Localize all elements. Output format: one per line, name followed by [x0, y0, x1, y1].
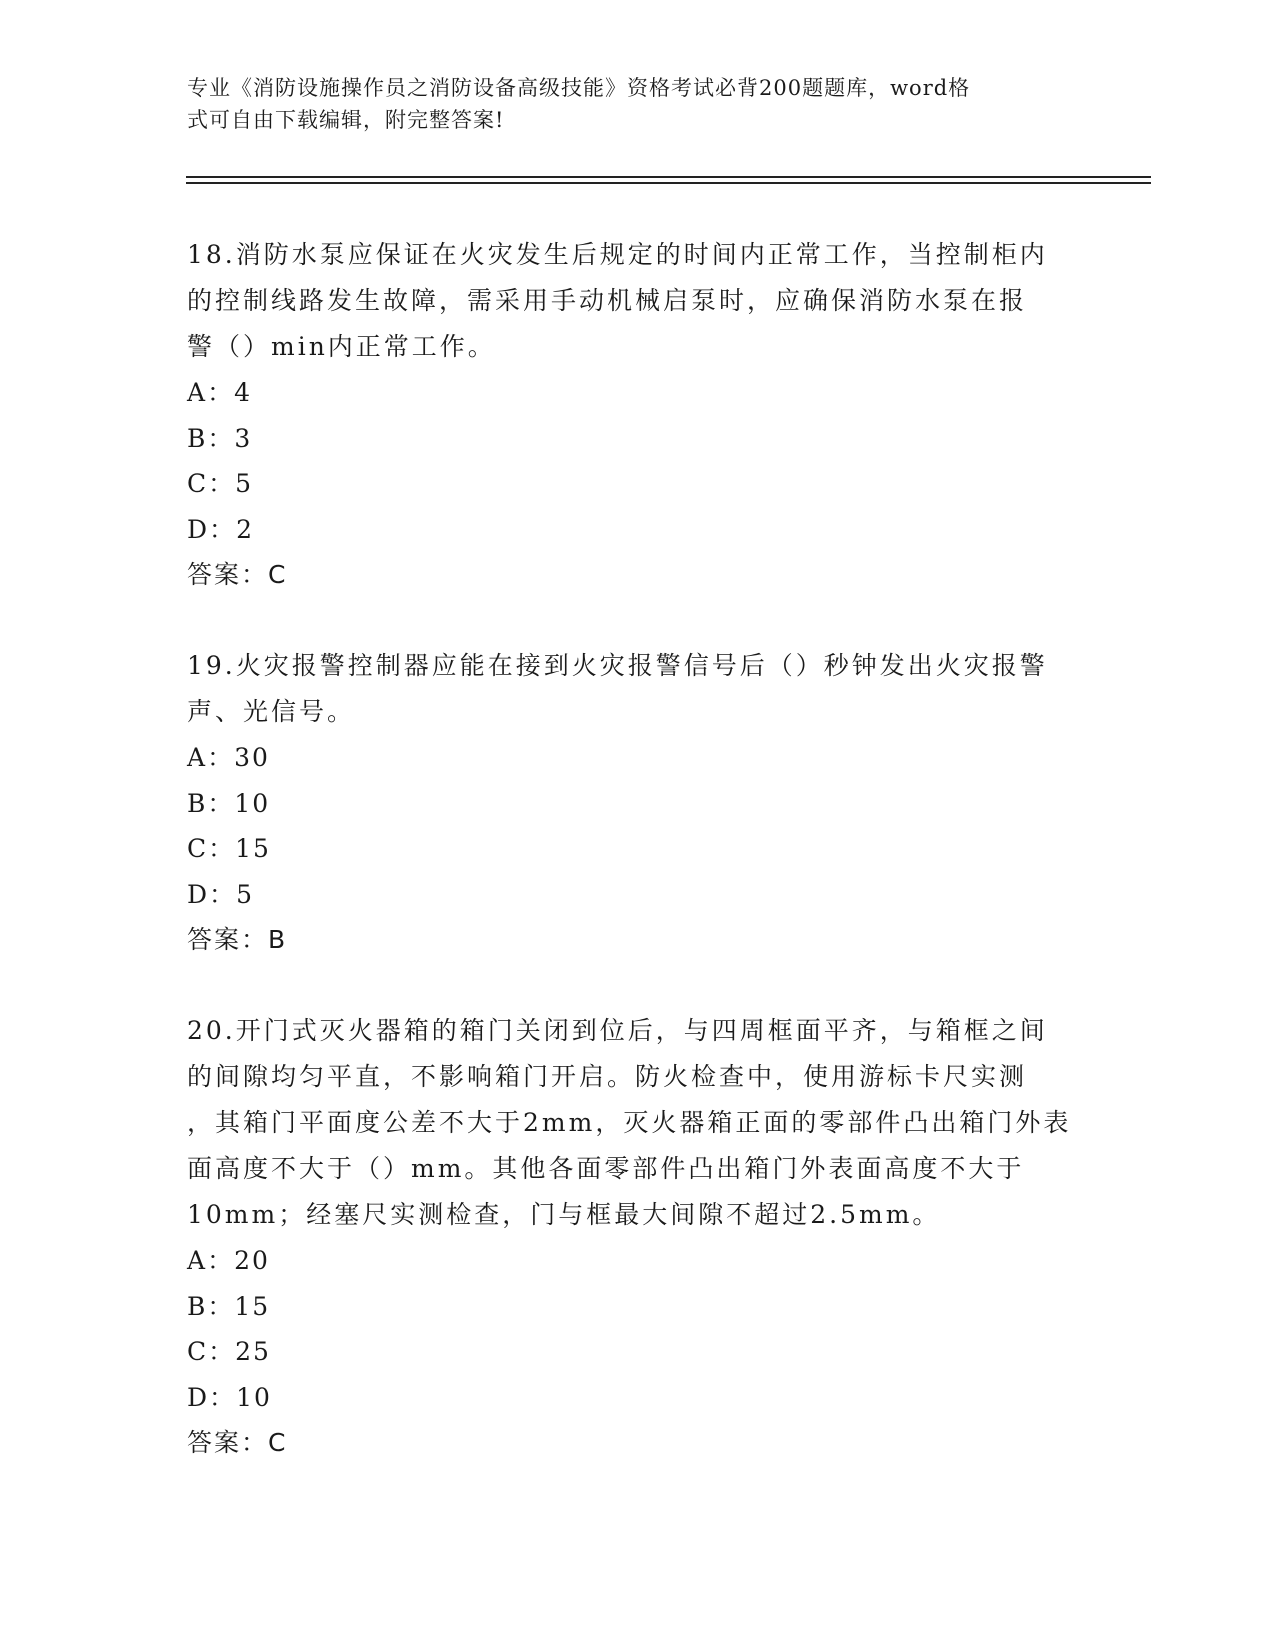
- option-value: 20: [234, 1246, 270, 1275]
- document-header: [187, 72, 1087, 136]
- option-b: [187, 781, 1087, 827]
- answer-line: 答案：C: [187, 1428, 288, 1457]
- stem-line: 19.火灾报警控制器应能在接到火灾报警信号后（）秒钟发出火灾报警: [187, 651, 1048, 680]
- option-separator: ：: [209, 879, 237, 909]
- stem-line: 的控制线路发生故障，需采用手动机械启泵时，应确保消防水泵在报: [187, 286, 1028, 315]
- option-label: D: [187, 1382, 210, 1412]
- option-separator: ：: [207, 423, 235, 453]
- option-separator: ：: [207, 788, 235, 818]
- option-separator: ：: [207, 743, 235, 772]
- option-d: [187, 1375, 1087, 1421]
- question-stem: [187, 643, 1087, 735]
- option-separator: ：: [207, 1291, 235, 1321]
- question-stem: [187, 232, 1087, 370]
- stem-line: 20.开门式灭火器箱的箱门关闭到位后，与四周框面平齐，与箱框之间: [187, 1016, 1048, 1045]
- option-label: B: [187, 788, 208, 818]
- option-value: 10: [236, 1382, 272, 1412]
- option-separator: ：: [208, 1337, 236, 1366]
- option-label: B: [187, 1291, 208, 1321]
- stem-line: 警（）min内正常工作。: [187, 332, 496, 361]
- stem-line: 10mm；经塞尺实测检查，门与框最大间隙不超过2.5mm。: [187, 1200, 941, 1229]
- option-separator: ：: [209, 1382, 237, 1412]
- option-value: 5: [235, 469, 254, 498]
- option-label: A: [187, 378, 208, 407]
- stem-line: 声、光信号。: [187, 697, 356, 726]
- option-c: [187, 826, 1087, 872]
- option-value: 5: [236, 879, 254, 909]
- option-separator: ：: [207, 1246, 235, 1275]
- option-label: D: [187, 514, 210, 544]
- option-separator: ：: [208, 834, 236, 863]
- option-label: C: [187, 469, 209, 498]
- option-value: 2: [236, 514, 254, 544]
- option-value: 3: [234, 423, 253, 453]
- option-a: [187, 735, 1087, 781]
- option-value: 25: [235, 1337, 271, 1366]
- option-d: [187, 872, 1087, 918]
- header-line: 专业《消防设施操作员之消防设备高级技能》资格考试必背200题题库，word格: [187, 76, 971, 100]
- option-a: [187, 370, 1087, 416]
- stem-line: 面高度不大于（）mm。其他各面零部件凸出箱门外表面高度不大于: [187, 1154, 1025, 1183]
- header-divider: [186, 176, 1151, 178]
- option-label: A: [187, 1246, 208, 1275]
- option-value: 30: [234, 743, 270, 772]
- option-b: [187, 416, 1087, 462]
- header-line: 式可自由下载编辑，附完整答案!: [187, 108, 505, 132]
- option-d: [187, 507, 1087, 553]
- option-value: 15: [234, 1291, 271, 1321]
- option-label: D: [187, 879, 210, 909]
- option-value: 10: [234, 788, 271, 818]
- question-stem: [187, 1008, 1087, 1238]
- answer-line: 答案：B: [187, 925, 288, 954]
- stem-line: 18.消防水泵应保证在火灾发生后规定的时间内正常工作，当控制柜内: [187, 240, 1048, 269]
- option-label: C: [187, 834, 209, 863]
- option-separator: ：: [209, 514, 237, 544]
- option-a: [187, 1238, 1087, 1284]
- stem-line: 的间隙均匀平直，不影响箱门开启。防火检查中，使用游标卡尺实测: [187, 1062, 1028, 1091]
- option-label: B: [187, 423, 208, 453]
- header-divider: [186, 182, 1151, 184]
- option-value: 4: [234, 378, 252, 407]
- option-c: [187, 1329, 1087, 1375]
- option-separator: ：: [207, 378, 235, 407]
- option-label: A: [187, 743, 208, 772]
- stem-line: ，其箱门平面度公差不大于2mm，灭火器箱正面的零部件凸出箱门外表: [187, 1108, 1072, 1137]
- question-19: [187, 643, 1087, 963]
- option-label: C: [187, 1337, 209, 1366]
- question-18: [187, 232, 1087, 598]
- option-separator: ：: [208, 469, 236, 498]
- question-20: [187, 1008, 1087, 1466]
- option-c: [187, 461, 1087, 507]
- option-b: [187, 1284, 1087, 1330]
- answer-line: 答案：C: [187, 560, 288, 589]
- option-value: 15: [235, 834, 271, 863]
